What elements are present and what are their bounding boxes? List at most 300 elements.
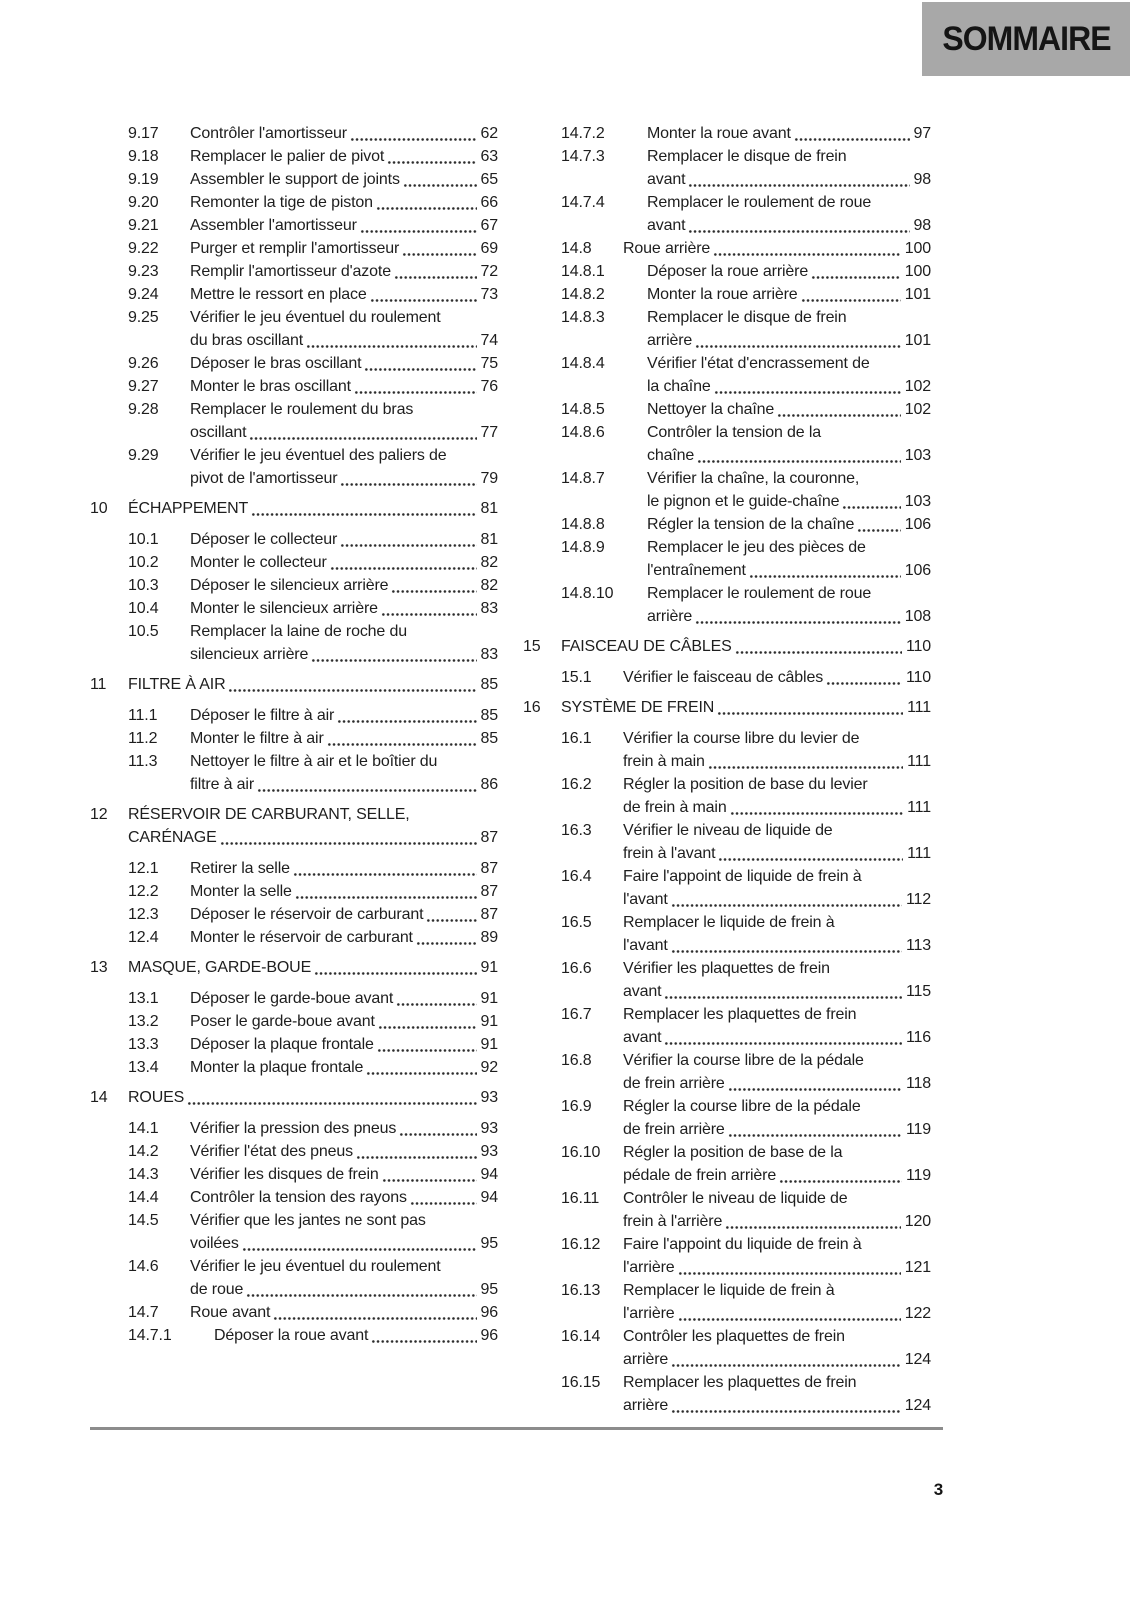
toc-entry-title-block xyxy=(647,145,931,191)
toc-entry-page: 69 xyxy=(480,240,498,257)
toc-entry-number: 14.2 xyxy=(128,1143,159,1160)
toc-entry-page: 93 xyxy=(480,1120,498,1137)
toc-entry-page: 101 xyxy=(904,332,931,349)
toc-entry-title-block xyxy=(623,1279,931,1325)
toc-entry-title-block xyxy=(623,911,931,957)
toc-entry-title-block xyxy=(190,727,498,750)
toc-entry xyxy=(523,398,931,421)
toc-entry-title-line: Faire l'appoint de liquide de frein à xyxy=(623,868,862,885)
toc-entry xyxy=(90,1255,498,1301)
toc-entry xyxy=(90,122,498,145)
toc-entry-title-block xyxy=(647,260,931,283)
dot-leader xyxy=(403,179,477,187)
toc-entry-title: Déposer la roue avant xyxy=(214,1327,369,1344)
toc-entry-number: 14.8.4 xyxy=(561,355,605,372)
toc-entry-title-block xyxy=(623,819,931,865)
toc-entry-title: arrière xyxy=(623,1397,669,1414)
toc-entry-number: 16.14 xyxy=(561,1328,601,1345)
toc-entry-page: 86 xyxy=(480,776,498,793)
toc-entry-number: 12.1 xyxy=(128,860,159,877)
toc-entry xyxy=(90,1117,498,1140)
toc-entry-title: Vérifier le faisceau de câbles xyxy=(623,669,824,686)
toc-entry-title-block xyxy=(190,926,498,949)
toc-entry-title-block xyxy=(647,536,931,582)
toc-entry xyxy=(523,1003,931,1049)
toc-entry-title-block xyxy=(623,957,931,1003)
toc-entry-title: Monter la roue avant xyxy=(647,125,791,142)
toc-entry-title: Vérifier la pression des pneus xyxy=(190,1120,397,1137)
toc-entry-page: 96 xyxy=(480,1327,498,1344)
dot-leader xyxy=(293,868,477,876)
toc-entry xyxy=(523,635,931,658)
toc-entry-number: 12.2 xyxy=(128,883,159,900)
toc-entry-page: 72 xyxy=(480,263,498,280)
toc-entry-title: de frein à main xyxy=(623,799,727,816)
dot-leader xyxy=(295,891,477,899)
toc-entry-number: 13.3 xyxy=(128,1036,159,1053)
toc-entry xyxy=(90,1163,498,1186)
toc-entry-title: filtre à air xyxy=(190,776,254,793)
toc-entry-page: 100 xyxy=(904,263,931,280)
toc-entry-title-block xyxy=(190,1140,498,1163)
dot-leader xyxy=(402,248,476,256)
toc-entry-title-line: Remplacer le liquide de frein à xyxy=(623,914,835,931)
toc-entry-number: 14.8.7 xyxy=(561,470,605,487)
toc-entry-title-line: Contrôler le niveau de liquide de xyxy=(623,1190,848,1207)
toc-entry-number: 14.8.1 xyxy=(561,263,605,280)
toc-entry-title: frein à main xyxy=(623,753,705,770)
toc-entry xyxy=(90,1010,498,1033)
dot-leader xyxy=(378,1021,477,1029)
toc-entry xyxy=(523,283,931,306)
toc-entry-title-block xyxy=(647,306,931,352)
dot-leader xyxy=(811,271,901,279)
toc-entry xyxy=(90,750,498,796)
toc-entry-title-line: Remplacer les plaquettes de frein xyxy=(623,1006,857,1023)
toc-entry xyxy=(90,620,498,666)
toc-entry xyxy=(90,444,498,490)
toc-entry-title: silencieux arrière xyxy=(190,646,309,663)
toc-entry-title: de frein arrière xyxy=(623,1121,725,1138)
toc-entry-title-block xyxy=(190,528,498,551)
dot-leader xyxy=(678,1313,901,1321)
dot-leader xyxy=(356,1151,477,1159)
toc-entry-title: avant xyxy=(623,1029,662,1046)
toc-entry-title-block xyxy=(623,727,931,773)
toc-entry xyxy=(90,1140,498,1163)
toc-entry-page: 94 xyxy=(480,1189,498,1206)
toc-column xyxy=(523,122,931,1417)
dot-leader xyxy=(728,1083,902,1091)
toc-entry-title-line: Remplacer le roulement de roue xyxy=(647,585,872,602)
toc-entry-title: arrière xyxy=(647,332,693,349)
toc-entry-page: 92 xyxy=(480,1059,498,1076)
toc-entry-page: 63 xyxy=(480,148,498,165)
toc-entry-page: 87 xyxy=(480,860,498,877)
toc-entry-title-block xyxy=(190,375,498,398)
toc-entry-title-block xyxy=(190,1163,498,1186)
dot-leader xyxy=(671,899,902,907)
toc-entry xyxy=(523,582,931,628)
toc-entry-title: Mettre le ressort en place xyxy=(190,286,367,303)
toc-entry-page: 93 xyxy=(480,1089,498,1106)
toc-entry-title-block xyxy=(623,1371,931,1417)
toc-entry-page: 89 xyxy=(480,929,498,946)
toc-entry-page: 97 xyxy=(913,125,931,142)
toc-entry xyxy=(523,467,931,513)
toc-entry-title: arrière xyxy=(623,1351,669,1368)
toc-entry-title-line: Régler la position de base du levier xyxy=(623,776,868,793)
toc-entry xyxy=(90,1324,498,1347)
toc-entry-title: Remonter la tige de piston xyxy=(190,194,373,211)
toc-entry-page: 122 xyxy=(904,1305,931,1322)
toc-entry xyxy=(523,513,931,536)
toc-entry-number: 9.29 xyxy=(128,447,159,464)
toc-entry-title-block xyxy=(190,214,498,237)
toc-entry-title: Contrôler l'amortisseur xyxy=(190,125,347,142)
toc-entry-title: Retirer la selle xyxy=(190,860,290,877)
toc-entry-page: 83 xyxy=(480,646,498,663)
toc-entry-title-block xyxy=(128,673,498,696)
toc-entry-title: Remplir l'amortisseur d'azote xyxy=(190,263,391,280)
toc-entry-title: du bras oscillant xyxy=(190,332,304,349)
toc-entry-number: 9.20 xyxy=(128,194,159,211)
toc-entry-title: voilées xyxy=(190,1235,239,1252)
toc-entry-title: Déposer la plaque frontale xyxy=(190,1036,374,1053)
dot-leader xyxy=(246,1289,476,1297)
toc-entry-title: Vérifier les disques de frein xyxy=(190,1166,379,1183)
toc-entry xyxy=(523,191,931,237)
toc-entry xyxy=(90,551,498,574)
toc-entry xyxy=(523,536,931,582)
dot-leader xyxy=(695,340,901,348)
toc-entry-page: 83 xyxy=(480,600,498,617)
toc-entry-page: 91 xyxy=(480,990,498,1007)
toc-entry-title: Poser le garde-boue avant xyxy=(190,1013,375,1030)
toc-entry-number: 13 xyxy=(90,959,108,976)
toc-entry xyxy=(523,1187,931,1233)
toc-entry-page: 98 xyxy=(913,171,931,188)
toc-entry-title: l'arrière xyxy=(623,1305,675,1322)
toc-entry-title: de roue xyxy=(190,1281,244,1298)
toc-entry-title-block xyxy=(190,122,498,145)
toc-entry-title-line: Remplacer le jeu des pièces de xyxy=(647,539,866,556)
dot-leader xyxy=(364,363,476,371)
header-banner xyxy=(922,2,1130,76)
toc-entry-title-block xyxy=(647,582,931,628)
toc-entry-number: 14.8.8 xyxy=(561,516,605,533)
toc-entry-title-block xyxy=(623,237,931,260)
toc-entry-title: Roue avant xyxy=(190,1304,271,1321)
toc-entry-title: Déposer le collecteur xyxy=(190,531,338,548)
toc-entry-title-block xyxy=(623,773,931,819)
dot-leader xyxy=(697,455,901,463)
dot-leader xyxy=(387,156,476,164)
toc-entry xyxy=(90,1086,498,1109)
toc-entry-number: 15 xyxy=(523,638,541,655)
dot-leader xyxy=(725,1221,901,1229)
toc-entry-number: 9.27 xyxy=(128,378,159,395)
toc-entry-title: frein à l'arrière xyxy=(623,1213,723,1230)
toc-entry-title-block xyxy=(190,1056,498,1079)
toc-entry xyxy=(90,673,498,696)
toc-entry-number: 10.2 xyxy=(128,554,159,571)
toc-entry xyxy=(523,1049,931,1095)
toc-entry-number: 9.26 xyxy=(128,355,159,372)
toc-entry-page: 87 xyxy=(480,883,498,900)
toc-entry-number: 9.23 xyxy=(128,263,159,280)
dot-leader xyxy=(371,1335,476,1343)
dot-leader xyxy=(350,133,477,141)
dot-leader xyxy=(337,715,476,723)
dot-leader xyxy=(340,478,476,486)
toc-entry-number: 14.8.10 xyxy=(561,585,614,602)
dot-leader xyxy=(311,654,476,662)
toc-entry-page: 106 xyxy=(904,562,931,579)
toc-entry xyxy=(523,911,931,957)
toc-entry-page: 94 xyxy=(480,1166,498,1183)
toc-entry xyxy=(523,352,931,398)
toc-entry xyxy=(90,260,498,283)
toc-entry-page: 112 xyxy=(905,891,931,908)
toc-entry-title-block xyxy=(647,421,931,467)
toc-entry-title-block xyxy=(190,260,498,283)
toc-entry-title-line: Vérifier l'état d'encrassement de xyxy=(647,355,870,372)
toc-entry-number: 11.3 xyxy=(128,753,158,770)
toc-entry-title: Monter la plaque frontale xyxy=(190,1059,364,1076)
toc-entry-title: ÉCHAPPEMENT xyxy=(128,500,249,517)
toc-entry-title: l'entraînement xyxy=(647,562,746,579)
toc-entry-number: 13.4 xyxy=(128,1059,159,1076)
toc-entry-page: 121 xyxy=(904,1259,931,1276)
toc-entry-title-block xyxy=(647,122,931,145)
toc-entry xyxy=(90,704,498,727)
toc-entry-number: 14.7.3 xyxy=(561,148,605,165)
toc-entry xyxy=(523,306,931,352)
dot-leader xyxy=(257,784,477,792)
dot-leader xyxy=(777,409,901,417)
toc-entry-title-block xyxy=(190,306,498,352)
dot-leader xyxy=(671,1405,901,1413)
toc-entry-number: 9.22 xyxy=(128,240,159,257)
toc-entry xyxy=(523,1279,931,1325)
toc-entry-title: Nettoyer la chaîne xyxy=(647,401,775,418)
dot-leader xyxy=(728,1129,902,1137)
toc-entry xyxy=(90,214,498,237)
toc-entry xyxy=(90,497,498,520)
toc-entry-title-block xyxy=(190,1301,498,1324)
toc-entry-number: 11.2 xyxy=(128,730,158,747)
toc-entry-page: 82 xyxy=(480,577,498,594)
toc-entry xyxy=(523,1095,931,1141)
toc-entry xyxy=(523,1233,931,1279)
toc-entry xyxy=(523,696,931,719)
toc-entry-page: 108 xyxy=(904,608,931,625)
dot-leader xyxy=(842,501,900,509)
toc-entry-page: 73 xyxy=(480,286,498,303)
toc-entry-title: Monter le réservoir de carburant xyxy=(190,929,413,946)
toc-entry-number: 16.10 xyxy=(561,1144,601,1161)
toc-entry xyxy=(90,857,498,880)
toc-entry-title-line: Vérifier le jeu éventuel du roulement xyxy=(190,1258,441,1275)
toc-entry-title: Remplacer le palier de pivot xyxy=(190,148,385,165)
toc-entry-title: Monter la roue arrière xyxy=(647,286,798,303)
toc-entry-title-line: Remplacer la laine de roche du xyxy=(190,623,407,640)
toc-entry-title: Contrôler la tension des rayons xyxy=(190,1189,407,1206)
toc-entry-title: Monter le bras oscillant xyxy=(190,378,351,395)
toc-entry-number: 10.3 xyxy=(128,577,159,594)
toc-entry-number: 9.28 xyxy=(128,401,159,418)
toc-entry-number: 14.8.6 xyxy=(561,424,605,441)
dot-leader xyxy=(376,202,477,210)
toc-entry xyxy=(90,398,498,444)
toc-entry-title-block xyxy=(190,880,498,903)
toc-entry xyxy=(90,903,498,926)
toc-entry-title: Monter la selle xyxy=(190,883,292,900)
toc-entry-title-block xyxy=(190,551,498,574)
toc-entry-number: 14.5 xyxy=(128,1212,159,1229)
toc-entry-number: 16.2 xyxy=(561,776,592,793)
page-title: SOMMAIRE xyxy=(941,19,1111,58)
toc-entry-number: 14 xyxy=(90,1089,108,1106)
toc-entry-number: 13.2 xyxy=(128,1013,159,1030)
dot-leader xyxy=(330,562,477,570)
toc-entry-title-block xyxy=(623,1141,931,1187)
toc-entry xyxy=(90,1209,498,1255)
toc-entry-page: 67 xyxy=(480,217,498,234)
toc-entry-title: pivot de l'amortisseur xyxy=(190,470,338,487)
dot-leader xyxy=(718,853,903,861)
toc-entry-title: oscillant xyxy=(190,424,247,441)
toc-entry-title: Monter le collecteur xyxy=(190,554,327,571)
toc-entry-page: 85 xyxy=(480,676,498,693)
toc-entry-title-block xyxy=(190,444,498,490)
toc-entry-title-block xyxy=(190,352,498,375)
toc-entry-page: 87 xyxy=(480,829,498,846)
toc-entry-title: Déposer le réservoir de carburant xyxy=(190,906,424,923)
toc-entry-title-line: Vérifier la course libre du levier de xyxy=(623,730,860,747)
dot-leader xyxy=(327,738,477,746)
toc-entry-title-block xyxy=(190,1117,498,1140)
toc-entry-page: 81 xyxy=(480,500,498,517)
toc-entry-number: 14.8.3 xyxy=(561,309,605,326)
toc-entry-page: 124 xyxy=(904,1397,931,1414)
toc-entry-title: l'arrière xyxy=(623,1259,675,1276)
toc-entry-title: FILTRE À AIR xyxy=(128,676,226,693)
toc-entry-page: 79 xyxy=(480,470,498,487)
toc-entry xyxy=(90,1301,498,1324)
toc-entry-title-block xyxy=(190,398,498,444)
dot-leader xyxy=(394,271,477,279)
toc-entry xyxy=(523,865,931,911)
toc-entry xyxy=(90,597,498,620)
dot-leader xyxy=(708,761,903,769)
toc-entry-number: 16.5 xyxy=(561,914,592,931)
toc-entry xyxy=(523,1325,931,1371)
toc-entry-title-line: Nettoyer le filtre à air et le boîtier du xyxy=(190,753,438,770)
toc-entry-title-block xyxy=(128,956,498,979)
dot-leader xyxy=(360,225,477,233)
toc-entry-title-block xyxy=(190,145,498,168)
toc-entry-title: l'avant xyxy=(623,937,668,954)
toc-entry-page: 81 xyxy=(480,531,498,548)
toc-entry xyxy=(90,528,498,551)
dot-leader xyxy=(228,684,476,692)
dot-leader xyxy=(381,608,477,616)
toc-entry-title: SYSTÈME DE FREIN xyxy=(561,699,715,716)
toc-entry-page: 91 xyxy=(480,1036,498,1053)
toc-entry-page: 65 xyxy=(480,171,498,188)
toc-entry-title-block xyxy=(128,1086,498,1109)
toc-entry-title: pédale de frein arrière xyxy=(623,1167,777,1184)
toc-entry xyxy=(523,819,931,865)
toc-entry-number: 16.7 xyxy=(561,1006,592,1023)
toc-entry-number: 14.6 xyxy=(128,1258,159,1275)
toc-entry-page: 119 xyxy=(905,1121,931,1138)
toc-entry-title: Vérifier l'état des pneus xyxy=(190,1143,353,1160)
dot-leader xyxy=(416,937,477,945)
toc-entry-page: 120 xyxy=(904,1213,931,1230)
toc-entry-title-line: Vérifier que les jantes ne sont pas xyxy=(190,1212,426,1229)
toc-entry-title-line: Remplacer le disque de frein xyxy=(647,309,847,326)
toc-entry-page: 116 xyxy=(905,1029,931,1046)
toc-entry xyxy=(523,773,931,819)
toc-entry-page: 93 xyxy=(480,1143,498,1160)
toc-entry-title-line: Contrôler les plaquettes de frein xyxy=(623,1328,845,1345)
toc-entry-number: 9.21 xyxy=(128,217,159,234)
toc-entry-number: 14.8 xyxy=(561,240,592,257)
dot-leader xyxy=(695,616,901,624)
toc-entry-title: FAISCEAU DE CÂBLES xyxy=(561,638,732,655)
toc-entry-title-block xyxy=(190,1186,498,1209)
toc-entry-title-line: Vérifier le niveau de liquide de xyxy=(623,822,833,839)
toc-entry-title-line: Remplacer les plaquettes de frein xyxy=(623,1374,857,1391)
dot-leader xyxy=(426,914,476,922)
dot-leader xyxy=(382,1174,477,1182)
toc-entry-page: 62 xyxy=(480,125,498,142)
dot-leader xyxy=(857,524,901,532)
toc-entry-number: 16.4 xyxy=(561,868,592,885)
toc-entry xyxy=(90,168,498,191)
toc-entry-number: 14.7.2 xyxy=(561,125,605,142)
toc-entry-title-line: Remplacer le roulement de roue xyxy=(647,194,872,211)
toc-entry-title-block xyxy=(190,574,498,597)
toc-entry-page: 87 xyxy=(480,906,498,923)
dot-leader xyxy=(826,677,902,685)
toc-entry-title-line: Faire l'appoint du liquide de frein à xyxy=(623,1236,862,1253)
toc-entry-title-block xyxy=(647,283,931,306)
toc-entry-title: CARÉNAGE xyxy=(128,829,217,846)
toc-entry-number: 14.7.1 xyxy=(128,1327,172,1344)
toc-entry-title-block xyxy=(190,597,498,620)
footer-divider xyxy=(90,1427,943,1430)
dot-leader xyxy=(340,539,476,547)
dot-leader xyxy=(242,1243,477,1251)
toc-entry-title-block xyxy=(647,191,931,237)
toc-entry-number: 13.1 xyxy=(128,990,159,1007)
toc-entry-page: 111 xyxy=(907,799,931,816)
toc-entry-page: 119 xyxy=(905,1167,931,1184)
toc-entry-number: 16.9 xyxy=(561,1098,592,1115)
toc-entry-title: Déposer le silencieux arrière xyxy=(190,577,389,594)
dot-leader xyxy=(370,294,477,302)
dot-leader xyxy=(251,508,476,516)
dot-leader xyxy=(664,1037,902,1045)
toc-entry-number: 10.4 xyxy=(128,600,159,617)
toc-entry-title-block xyxy=(190,168,498,191)
toc-entry-title: chaîne xyxy=(647,447,695,464)
toc-entry-title: Roue arrière xyxy=(623,240,711,257)
